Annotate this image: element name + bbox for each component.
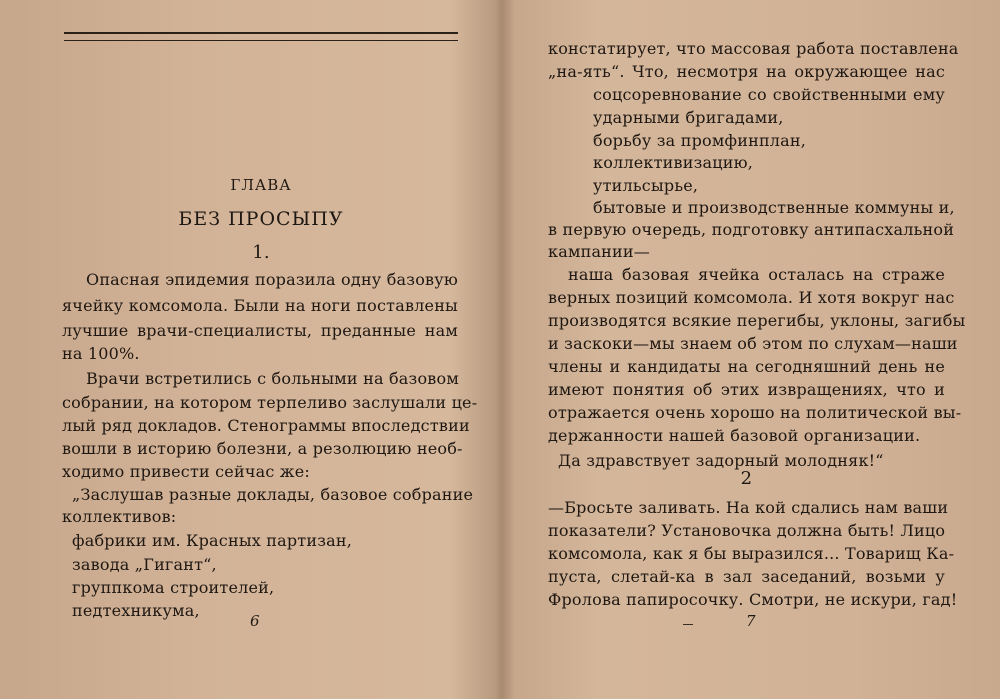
text-line: Да здравствует задорный молодняк!“ [558,451,884,470]
section-number: 2 [740,468,753,489]
text-line: коллективизацию, [593,153,754,172]
page-number: 6 [250,612,260,630]
text-line: собрании, на котором терпеливо заслушали це- [62,393,478,412]
text-line: лучшие врачи-специалисты, преданные нам [62,321,458,340]
text-line: группкома строителей, [72,578,275,597]
text-line: бытовые и производственные коммуны и, [593,198,955,217]
section-number: 1. [252,242,270,263]
text-line: „на-ять“. Что, несмотря на окружающее нас [548,62,945,81]
mark-dash [683,624,693,625]
text-line: вошли в историю болезни, а резолюцию необ- [62,439,463,458]
text-line: производятся всякие перегибы, уклоны, загибы [548,311,966,330]
header-rule-top [64,32,458,34]
text-line: Фролова папиросочку. Смотри, не искури, гад! [548,590,958,609]
text-line: коллективов: [62,507,177,526]
text-line: комсомола, как я бы выразился... Товарищ Ка- [548,544,955,563]
text-line: на 100%. [62,344,140,363]
text-line: ячейку комсомола. Были на ноги поставлены [62,296,458,315]
right-page [503,0,1000,699]
text-line: констатирует, что массовая работа поставлена [548,39,959,58]
text-line: пуста, слетай-ка в зал заседаний, возьми у [548,567,945,586]
text-line: педтехникума, [72,601,200,620]
text-line: —Бросьте заливать. На кой сдались нам ваши [548,498,949,517]
text-line: соцсоревнование со свойственными ему [593,85,945,104]
text-line: Опасная эпидемия поразила одну базовую [86,270,458,289]
text-line: наша базовая ячейка осталась на страже [568,265,945,284]
page-number: 7 [746,612,756,630]
text-line: утильсырье, [593,176,699,195]
text-line: и заскоки—мы знаем об этом по слухам—наши [548,334,958,353]
text-line: показатели? Установочка должна быть! Лицо [548,521,946,540]
header-rule-bottom [64,40,458,41]
text-line: держанности нашей базовой организации. [548,426,921,445]
text-line: фабрики им. Красных партизан, [72,531,353,550]
chapter-label: ГЛАВА [230,176,292,194]
text-line: Врачи встретились с больными на базовом [86,369,459,388]
text-line: в первую очередь, подготовку антипасхальной [548,220,955,239]
text-line: лый ряд докладов. Стенограммы впоследствии [62,416,470,435]
text-line: отражается очень хорошо на политической вы- [548,403,962,422]
chapter-title: БЕЗ ПРОСЫПУ [178,208,344,230]
text-line: ходимо привести сейчас же: [62,462,310,481]
text-line: завода „Гигант“, [72,555,217,574]
text-line: борьбу за промфинплан, [593,131,807,150]
text-line: имеют понятия об этих извращениях, что и [548,380,945,399]
text-line: „Заслушав разные доклады, базовое собрание [72,485,474,504]
text-line: ударными бригадами, [593,108,784,127]
text-line: члены и кандидаты на сегодняшний день не [548,357,945,376]
text-line: кампании— [548,242,650,261]
text-line: верных позиций комсомола. И хотя вокруг нас [548,288,955,307]
